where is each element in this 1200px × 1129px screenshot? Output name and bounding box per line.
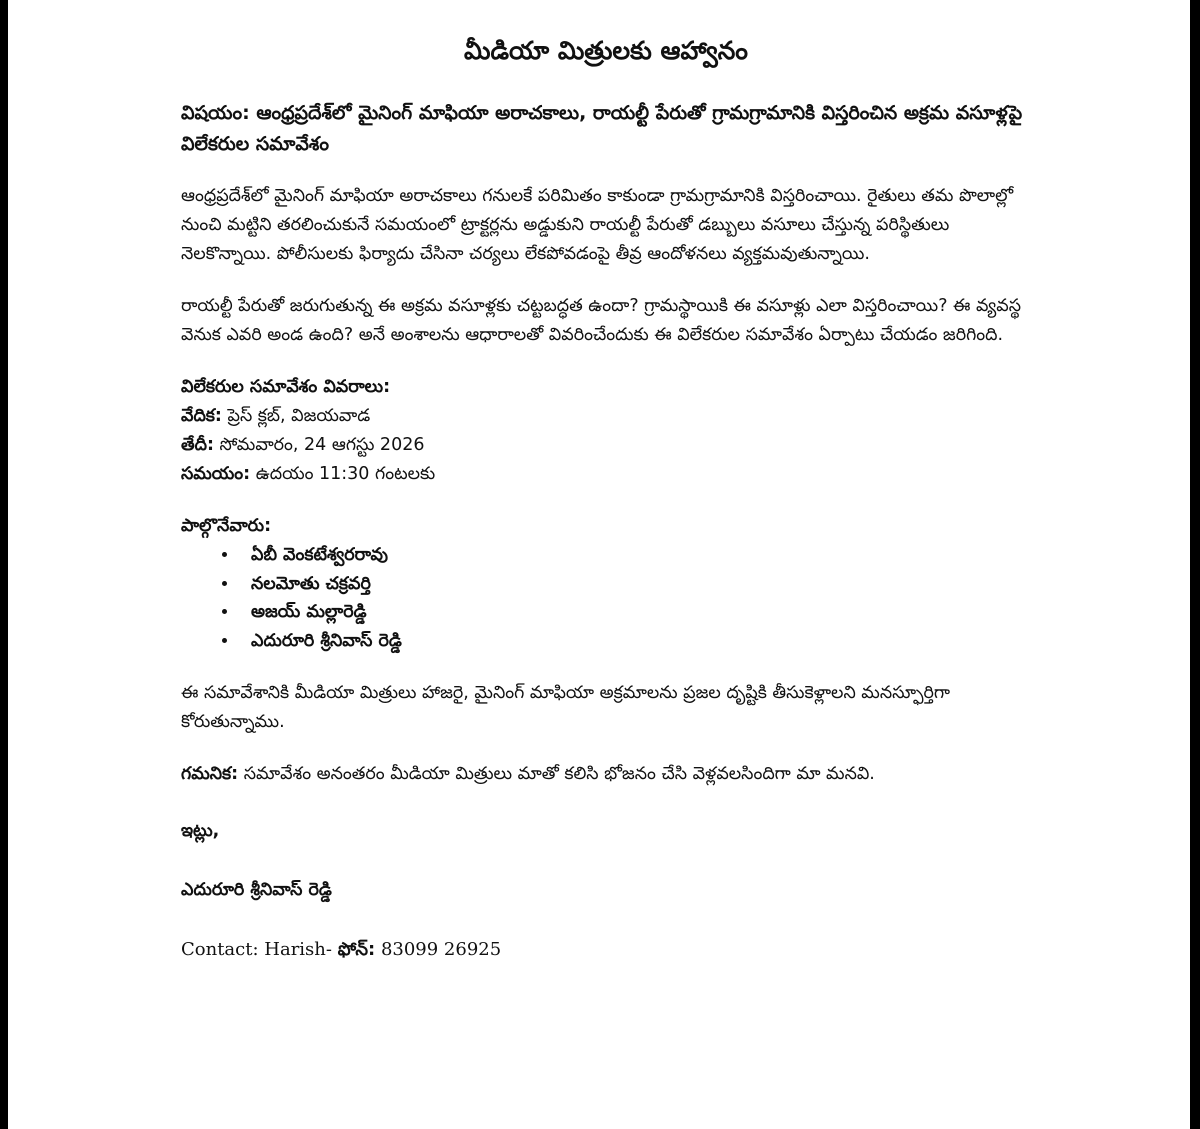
document-title: మీడియా మిత్రులకు ఆహ్వానం xyxy=(464,36,748,65)
participants-heading: పాల్గొనేవారు: xyxy=(181,516,272,536)
time-line xyxy=(181,460,1041,489)
document-page xyxy=(8,0,1190,1129)
phone-number: 83099 26925 xyxy=(375,939,502,960)
note-paragraph xyxy=(181,760,1041,789)
list-item: • నలమోతు చక్రవర్తి xyxy=(239,570,1041,599)
contact-prefix: Contact: Harish- xyxy=(181,939,338,960)
venue-label: వేదిక: xyxy=(181,406,222,426)
press-meet-details xyxy=(181,373,1041,489)
phone-label: ఫోన్: xyxy=(337,939,376,960)
time-value: ఉదయం 11:30 గంటలకు xyxy=(250,464,436,484)
intro-paragraph: ఆంధ్రప్రదేశ్‌లో మైనింగ్ మాఫియా అరాచకాలు గనులకే పరిమితం కాకుండా గ్రామగ్రామానికి విస్తరించాయి. రైతులు తమ పొలాల్లో నుంచి మట్టిని తరలించుకునే సమయంలో ట్రాక్టర్లను అడ్డుకుని రాయల్టీ పేరుతో డబ్బులు వసూలు చేస్తున్న పరిస్థితులు నెలకొన్నాయి. పోలీసులకు ఫిర్యాదు చేసినా చర్యలు లేకపోవడంపై తీవ్ర ఆందోళనలు వ్యక్తమవుతున్నాయి. xyxy=(181,186,1014,264)
closing-paragraph: ఈ సమావేశానికి మీడియా మిత్రులు హాజరై, మైనింగ్ మాఫియా అక్రమాలను ప్రజల దృష్టికి తీసుకెళ్లాలని మనస్ఫూర్తిగా కోరుతున్నాము. xyxy=(181,683,951,732)
venue-value: ప్రెస్ క్లబ్, విజయవాడ xyxy=(221,406,371,426)
sign-off: ఇట్లు, xyxy=(181,821,220,841)
date-line xyxy=(181,431,1041,460)
list-item: • ఏబీ వెంకటేశ్వరరావు xyxy=(239,541,1041,570)
document-body xyxy=(181,36,1041,964)
time-label: సమయం: xyxy=(181,464,251,484)
participants-list xyxy=(181,541,1041,655)
note-label: గమనిక: xyxy=(181,764,239,784)
questions-paragraph: రాయల్టీ పేరుతో జరుగుతున్న ఈ అక్రమ వసూళ్లకు చట్టబద్ధత ఉందా? గ్రామస్థాయికి ఈ వసూళ్లు ఎలా విస్తరించాయి? ఈ వ్యవస్థ వెనుక ఎవరి అండ ఉంది? అనే అంశాలను ఆధారాలతో వివరించేందుకు ఈ విలేకరుల సమావేశం ఏర్పాటు చేయడం జరిగింది. xyxy=(181,296,1021,345)
venue-line xyxy=(181,402,1041,431)
date-value: సోమవారం, 24 ఆగస్టు 2026 xyxy=(213,435,425,455)
signature-name: ఎదురూరి శ్రీనివాస్ రెడ్డి xyxy=(181,880,332,900)
list-item: • అజయ్ మల్లారెడ్డి xyxy=(239,598,1041,627)
date-label: తేదీ: xyxy=(181,435,214,455)
list-item: • ఎదురూరి శ్రీనివాస్ రెడ్డి xyxy=(239,627,1041,656)
details-heading: విలేకరుల సమావేశం వివరాలు: xyxy=(181,377,391,397)
contact-line xyxy=(181,935,1041,964)
note-text: సమావేశం అనంతరం మీడియా మిత్రులు మాతో కలిసి భోజనం చేసి వెళ్లవలసిందిగా మా మనవి. xyxy=(238,764,875,784)
document-subject: విషయం: ఆంధ్రప్రదేశ్‌లో మైనింగ్ మాఫియా అరాచకాలు, రాయల్టీ పేరుతో గ్రామగ్రామానికి విస్తరించిన అక్రమ వసూళ్లపై విలేకరుల సమావేశం xyxy=(181,102,1023,155)
